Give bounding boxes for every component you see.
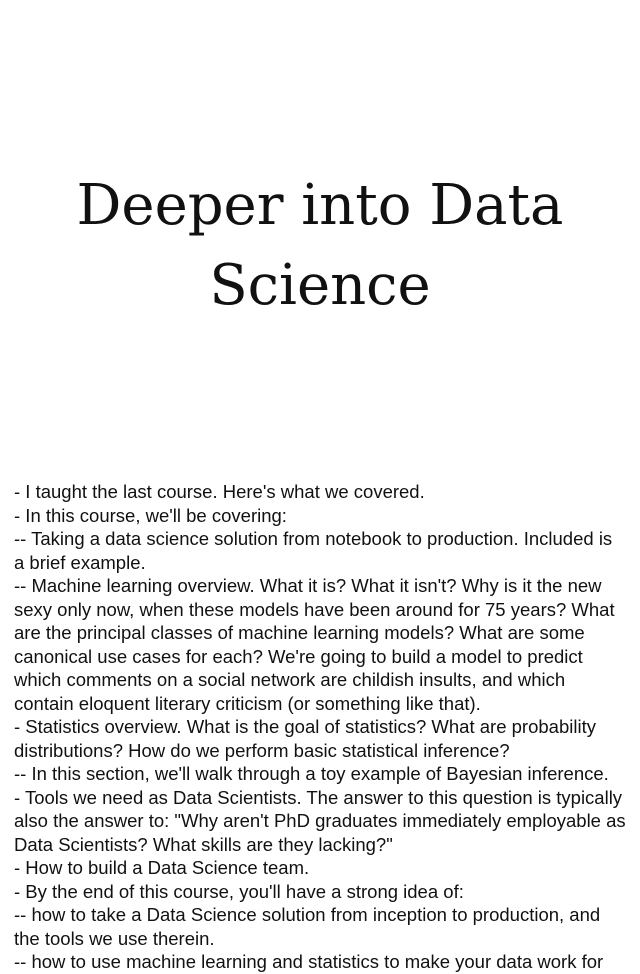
note-line: - How to build a Data Science team. xyxy=(14,857,310,878)
note-line: -- In this section, we'll walk through a toy example of Bayesian inference. xyxy=(14,763,609,784)
note-line: -- how to use machine learning and statistics to make your data work for xyxy=(14,951,604,972)
note-line: -- Machine learning overview. What it is? What it isn't? Why is it the new sexy only now, when these models have been around for 75 years? What are the principal classes of machine learning models? What are some canonical use cases for each? We're going to build a model to predict which comments on a social network are childish insults, and which contain eloquent literary criticism (or something like that). xyxy=(14,575,615,714)
note-line: - I taught the last course. Here's what we covered. xyxy=(14,481,425,502)
speaker-notes xyxy=(14,480,626,974)
note-line: -- Taking a data science solution from notebook to production. Included is a brief example. xyxy=(14,528,613,573)
note-line: - Tools we need as Data Scientists. The answer to this question is typically also the answer to: "Why aren't PhD graduates immediately employable as Data Scientists? What skills are they lacking?" xyxy=(14,786,626,855)
slide-title: Deeper into Data Science xyxy=(76,173,564,318)
note-line: -- how to take a Data Science solution from inception to production, and the tools we use therein. xyxy=(14,904,601,949)
note-line: - Statistics overview. What is the goal of statistics? What are probability distributions? How do we perform basic statistical inference? xyxy=(14,716,596,761)
note-line: - In this course, we'll be covering: xyxy=(14,504,287,526)
note-line: - By the end of this course, you'll have a strong idea of: xyxy=(14,880,464,902)
